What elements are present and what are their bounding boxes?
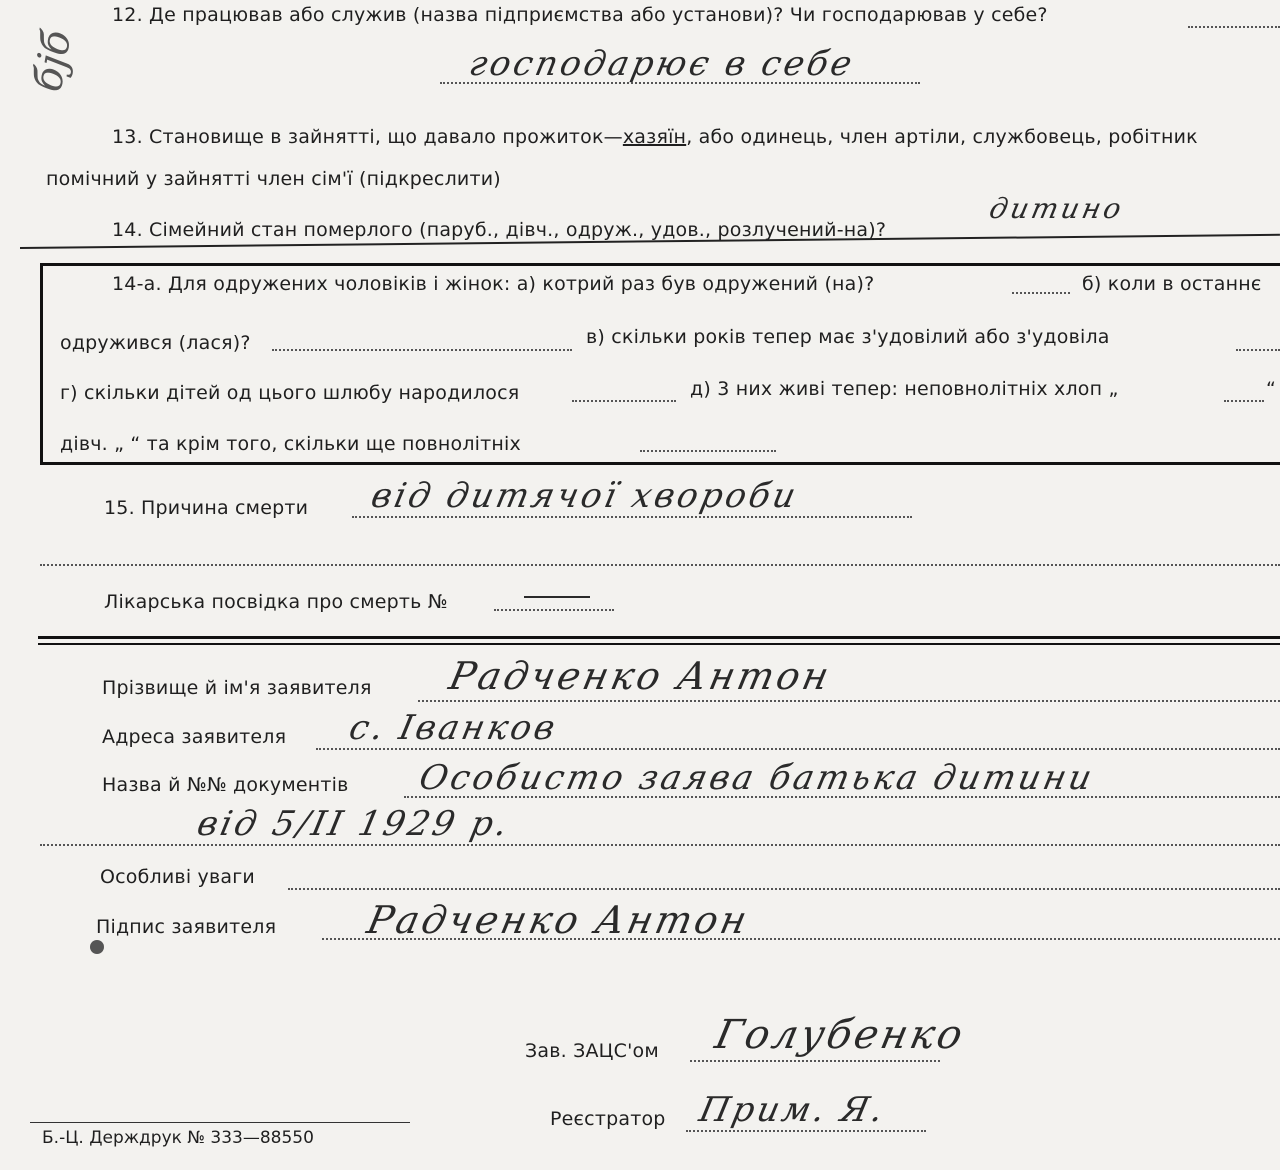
applicant-docs-line2 xyxy=(40,844,1280,846)
medical-dash-mark xyxy=(524,596,590,598)
q14a-line4-fill xyxy=(640,450,776,452)
applicant-name-value: Радченко Антон xyxy=(445,654,836,698)
q14a-line1: 14-а. Для одружених чоловіків і жінок: а) котрий раз був одружений (на)? xyxy=(112,273,875,295)
section-divider-bottom xyxy=(38,643,1280,645)
q14a-d-fill xyxy=(1224,400,1264,402)
q14a-line3: г) скільки дітей од цього шлюбу народилося xyxy=(60,382,520,404)
applicant-notes-line xyxy=(288,888,1280,890)
applicant-address-label: Адреса заявителя xyxy=(102,726,287,748)
q12-label: 12. Де працював або служив (назва підприємства або установи)? Чи господарював у себе? xyxy=(112,4,1048,26)
applicant-docs-label: Назва й №№ документів xyxy=(102,774,349,796)
q12-answer: господарює в себе xyxy=(465,44,859,84)
q14a-line2b: в) скільки років тепер має з'удовілий або з'удовіла xyxy=(586,326,1110,348)
q14-label: 14. Сімейний стан померлого (паруб., дівч., одруж., удов., розлучений-на)? xyxy=(112,219,887,241)
applicant-name-line xyxy=(418,700,1280,702)
q13-selected-option: хазяїн xyxy=(622,126,687,148)
q13-label-line2: помічний у зайнятті член сім'ї (підкреслити) xyxy=(46,168,501,190)
margin-scribble: бjб xyxy=(24,26,81,96)
q14a-line2: одружився (лася)? xyxy=(60,332,251,354)
medical-label: Лікарська посвідка про смерть № xyxy=(104,591,448,613)
q14a-line3b: д) 3 них живі тепер: неповнолітніх хлоп „ xyxy=(690,378,1119,400)
footer-rule xyxy=(30,1122,410,1123)
q13-label: 13. Становище в зайнятті, що давало прожиток—хазяїн, або одинець, член артіли, службовець, робітник xyxy=(112,126,1198,148)
ink-spot xyxy=(90,940,104,954)
q14a-line3c: “ xyxy=(1266,378,1277,400)
q14a-line4: дівч. „ “ та крім того, скільки ще повнолітніх xyxy=(60,433,521,455)
q14a-v-fill xyxy=(1236,349,1280,351)
medical-fill-line xyxy=(494,609,614,611)
applicant-address-line xyxy=(316,748,1280,750)
registrar-label: Реєстратор xyxy=(550,1108,666,1130)
applicant-notes-label: Особливі уваги xyxy=(100,866,255,888)
applicant-name-label: Прізвище й ім'я заявителя xyxy=(102,677,372,699)
q15-label: 15. Причина смерти xyxy=(104,497,309,519)
q15-answer-line xyxy=(352,516,912,518)
section-divider-top xyxy=(38,636,1280,639)
q15-extra-line xyxy=(40,564,1280,566)
applicant-docs-value2: від 5/II 1929 р. xyxy=(193,804,514,844)
applicant-docs-value: Особисто заява батька дитини xyxy=(415,758,1099,798)
q15-answer: від дитячої хвороби xyxy=(367,476,803,516)
head-label: Зав. ЗАЦС'ом xyxy=(525,1040,659,1062)
printer-imprint: Б.-Ц. Держдрук № 333—88550 xyxy=(42,1128,314,1148)
q14-answer: дитино xyxy=(986,192,1128,225)
q14a-line2-fill xyxy=(272,349,572,351)
q14a-a-fill xyxy=(1012,292,1070,294)
applicant-address-value: с. Іванков xyxy=(345,708,562,748)
applicant-sign-label: Підпис заявителя xyxy=(96,916,277,938)
q14a-line1b: б) коли в останнє xyxy=(1082,273,1262,295)
q12-answer-line xyxy=(440,82,920,84)
registrar-sign-line xyxy=(686,1130,926,1132)
head-signature: Голубенко xyxy=(711,1012,970,1058)
q14a-g-fill xyxy=(572,400,676,402)
head-sign-line xyxy=(690,1060,940,1062)
applicant-signature: Радченко Антон xyxy=(363,898,754,942)
q12-fill-line xyxy=(1188,26,1280,28)
registrar-signature: Прим. Я. xyxy=(695,1090,890,1130)
